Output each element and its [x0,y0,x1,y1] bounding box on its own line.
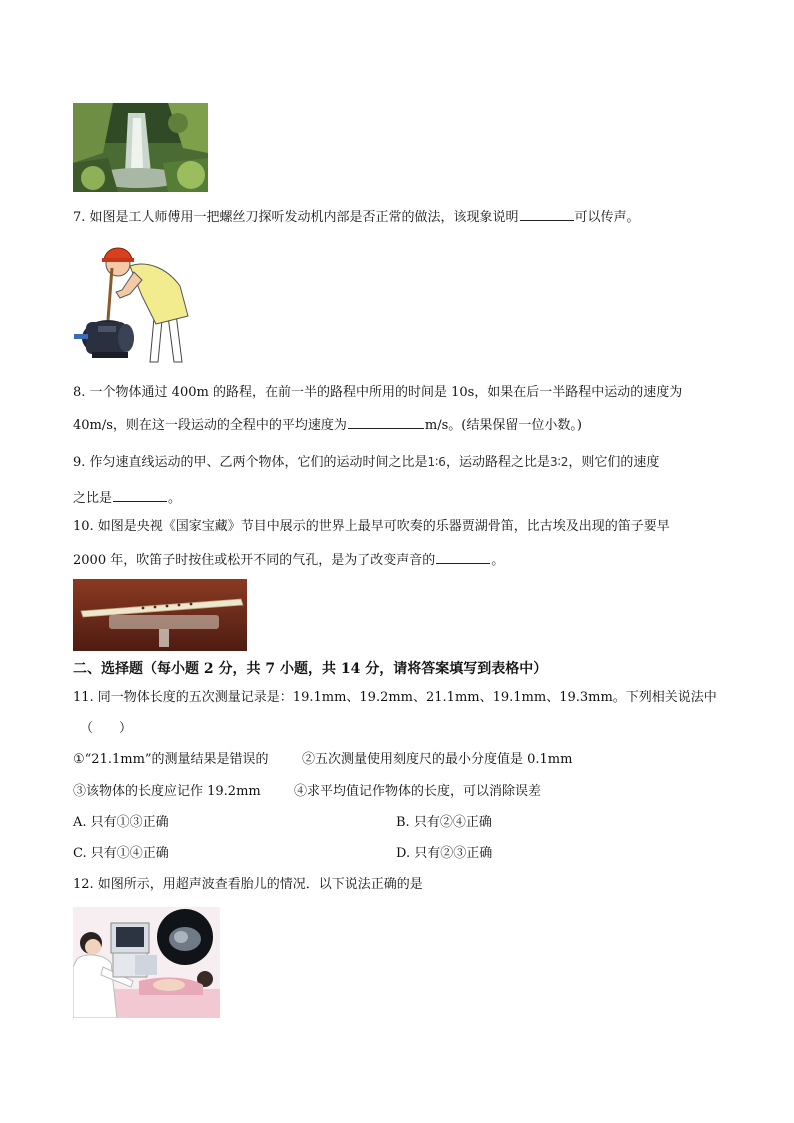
answer-paren: （ ） [80,721,133,736]
statement-1-text: ①“21.1mm”的测量结果是错误的 [73,752,269,767]
question-9-line-2 [73,488,181,508]
question-10-line-1 [73,518,670,536]
question-10-text-end: 。 [491,553,505,568]
question-9-text-2: 之比是 [73,491,113,506]
statement-3 [73,783,261,801]
question-8-text-end: m/s。(结果保留一位小数。) [424,418,582,433]
answer-blank[interactable] [436,550,490,564]
option-d-text: D. 只有②③正确 [396,846,493,861]
question-11-stem [73,689,717,707]
waterfall-image [73,103,208,192]
section-title: 二、选择题（每小题 2 分，共 7 小题，共 14 分，请将答案填写到表格中） [73,661,548,677]
statement-2 [302,751,572,769]
distance-ratio: 3∶2 [549,455,569,469]
option-c[interactable] [73,845,169,863]
question-9-text-c: ，则它们的速度 [568,455,660,470]
question-7-text: 7. 如图是工人师傅用一把螺丝刀探听发动机内部是否正常的做法，该现象说明 [73,210,519,225]
answer-blank[interactable] [348,415,424,429]
worker-listening-motor-illustration [72,238,192,364]
question-9-text-end: 。 [168,491,182,506]
question-7 [73,207,640,227]
option-c-text: C. 只有①④正确 [73,846,169,861]
question-11-paren [80,720,132,738]
question-12-text: 12. 如图所示，用超声波查看胎儿的情况．以下说法正确的是 [73,877,423,892]
time-ratio: 1∶6 [427,455,446,469]
question-8-text-2: 40m/s，则在这一段运动的全程中的平均速度为 [73,418,347,433]
question-8-line-1 [73,384,682,402]
option-b[interactable] [396,814,492,832]
option-d[interactable] [396,845,492,863]
question-10-line-2 [73,550,504,570]
statement-1 [73,751,269,769]
question-8-line-2 [73,415,582,435]
option-a[interactable] [73,814,169,832]
bone-flute-image [73,579,247,651]
question-9-text: 9. 作匀速直线运动的甲、乙两个物体，它们的运动时间之比是 [73,455,428,470]
question-9-text-b: ，运动路程之比是 [445,455,550,470]
question-9-line-1 [73,453,659,472]
question-11-text: 11. 同一物体长度的五次测量记录是：19.1mm、19.2mm、21.1mm、19.1mm、19.3mm。下列相关说法中 [73,690,717,705]
statement-4 [294,783,541,801]
section-heading [73,660,547,678]
option-b-text: B. 只有②④正确 [396,815,492,830]
statement-3-text: ③该物体的长度应记作 19.2mm [73,784,261,799]
question-12-stem [73,876,423,894]
question-8-text: 8. 一个物体通过 400m 的路程，在前一半的路程中所用的时间是 10s，如果在后一半路程中运动的速度为 [73,385,683,400]
statement-4-text: ④求平均值记作物体的长度，可以消除误差 [294,784,542,799]
question-10-text: 10. 如图是央视《国家宝藏》节目中展示的世界上最早可吹奏的乐器贾湖骨笛，比古埃及出现的笛子要早 [73,519,670,534]
answer-blank[interactable] [520,207,574,221]
ultrasound-exam-image [73,907,220,1018]
question-7-text-end: 可以传声。 [574,210,640,225]
statement-2-text: ②五次测量使用刻度尺的最小分度值是 0.1mm [302,752,573,767]
answer-blank[interactable] [113,488,167,502]
question-10-text-2: 2000 年，吹笛子时按住或松开不同的气孔，是为了改变声音的 [73,553,436,568]
option-a-text: A. 只有①③正确 [73,815,169,830]
